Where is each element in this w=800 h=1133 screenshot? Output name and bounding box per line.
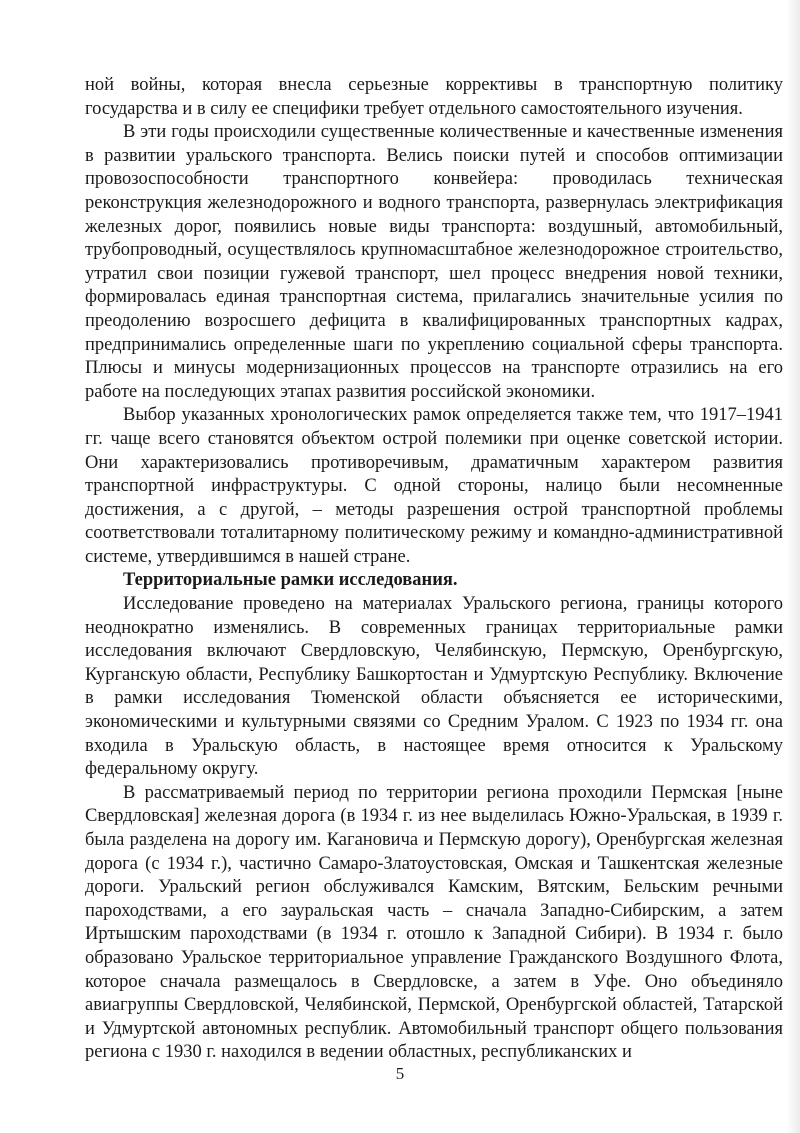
scan-edge-shadow <box>786 0 800 1133</box>
document-body <box>85 74 783 1065</box>
paragraph-4: Исследование проведено на материалах Уральского региона, границы которого неоднократно изменялись. В современных границах территориальные рамки исследования включают Свердловскую, Челябинскую, Пермскую, Оренбургскую, Курганскую области, Республику Башкортостан и Удмуртскую Республику. Включение в рамки исследования Тюменской области объясняется ее историческими, экономическими и культурными связями со Средним Уралом. С 1923 по 1934 гг. она входила в Уральскую область, в настоящее время относится к Уральскому федеральному округу. <box>85 594 783 780</box>
paragraph-1: ной войны, которая внесла серьезные коррективы в транспортную политику государства и в силу ее специфики требует отдельного самостоятельного изучения. <box>85 75 783 119</box>
section-heading: Территориальные рамки исследования. <box>123 570 458 591</box>
page-number: 5 <box>395 1064 405 1083</box>
paragraph-3: Выбор указанных хронологических рамок определяется также тем, что 1917–1941 гг. чаще всего становятся объектом острой полемики при оценке советской истории. Они характеризовались противоречивым, драматичным характером развития транспортной инфраструктуры. С одной стороны, налицо были несомненные достижения, а с другой, – методы разрешения острой транспортной проблемы соответствовали тоталитарному политическому режиму и командно-административной системе, утвердившимся в нашей стране. <box>85 405 783 567</box>
paragraph-5: В рассматриваемый период по территории региона проходили Пермская [ныне Свердловская] железная дорога (в 1934 г. из нее выделилась Южно-Уральская, в 1939 г. была разделена на дорогу им. Кагановича и Пермскую дорогу), Оренбургская железная дорога (с 1934 г.), частично Самаро-Златоустовская, Омская и Ташкентская железные дороги. Уральский регион обслуживался Камским, Вятским, Бельским речными пароходствами, а его зауральская часть – сначала Западно-Сибирским, а затем Иртышским пароходствами (в 1934 г. отошло к Западной Сибири). В 1934 г. было образовано Уральское территориальное управление Гражданского Воздушного Флота, которое сначала размещалось в Свердловске, а затем в Уфе. Оно объединяло авиагруппы Свердловской, Челябинской, Пермской, Оренбургской областей, Татарской и Удмуртской автономных республик. Автомобильный транспорт общего пользования региона с 1930 г. находился в ведении областных, республиканских и <box>85 782 783 1063</box>
paragraph-2: В эти годы происходили существенные количественные и качественные изменения в развитии уральского транспорта. Велись поиски путей и способов оптимизации провозоспособности транспортного конвейера: проводилась техническая реконструкция железнодорожного и водного транспорта, развернулась электрификация железных дорог, появились новые виды транспорта: воздушный, автомобильный, трубопроводный, осуществлялось крупномасштабное железнодорожное строительство, утратил свои позиции гужевой транспорт, шел процесс внедрения новой техники, формировалась единая транспортная система, прилагались значительные усилия по преодолению возросшего дефицита в квалифицированных транспортных кадрах, предпринимались определенные шаги по укреплению социальной сферы транспорта. Плюсы и минусы модернизационных процессов на транспорте отразились на его работе на последующих этапах развития российской экономики. <box>85 122 783 402</box>
